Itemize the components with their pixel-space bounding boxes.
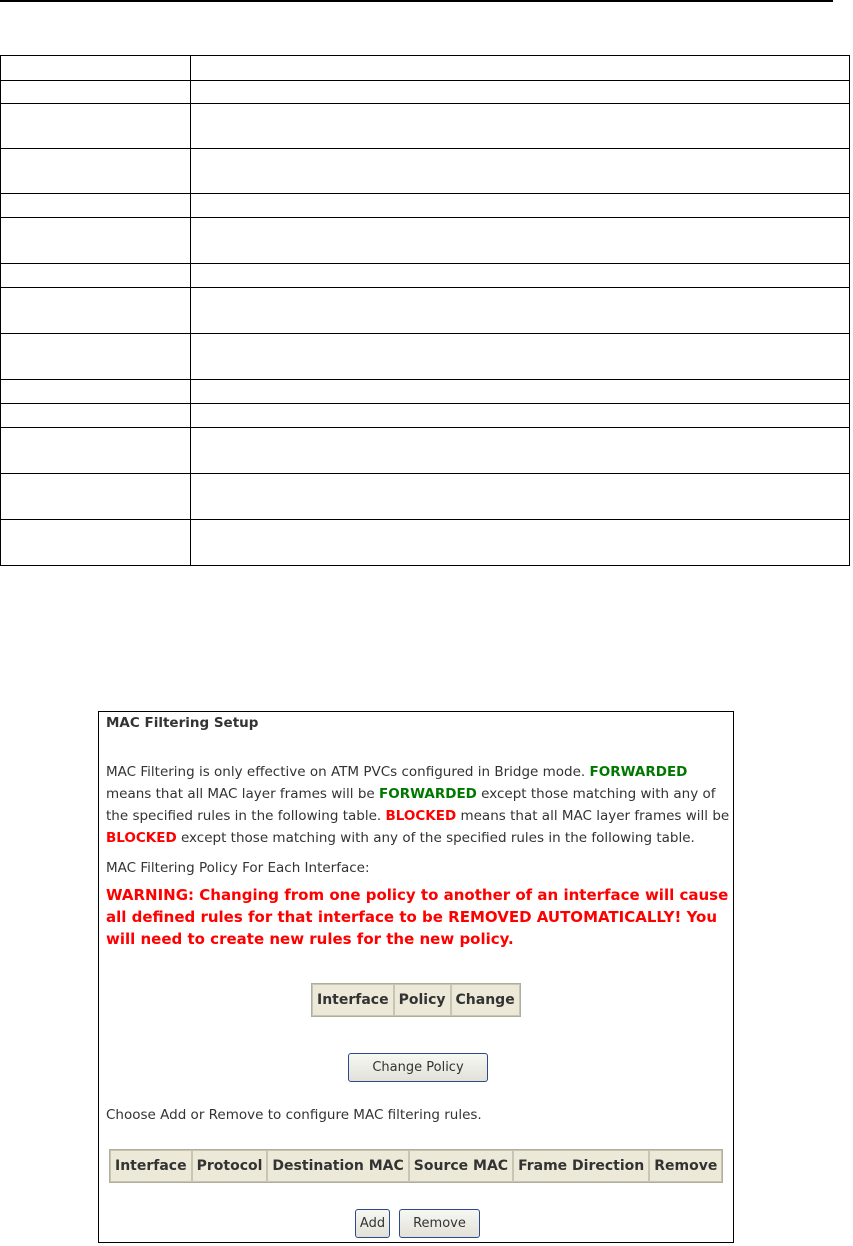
column-header-interface: Interface (110, 1150, 192, 1182)
table-cell (191, 380, 850, 404)
change-policy-button[interactable]: Change Policy (348, 1053, 488, 1082)
table-header-row (110, 1150, 722, 1182)
rules-table (109, 1149, 723, 1183)
table-cell (191, 474, 850, 520)
table-cell (1, 334, 191, 380)
table-cell (1, 474, 191, 520)
table-cell (1, 194, 191, 218)
table-cell (1, 288, 191, 334)
table-cell (191, 194, 850, 218)
table-cell (1, 404, 191, 428)
warning-text: WARNING: Changing from one policy to another of an interface will cause all defined rules for that interface to be REMOVED AUTOMATICALLY! You will need to create new rules for the new policy. (106, 886, 729, 948)
table-cell (1, 428, 191, 474)
description-text (106, 761, 730, 849)
table-row (1, 288, 850, 334)
table-row (1, 380, 850, 404)
policy-table (311, 983, 521, 1017)
description-part: means that all MAC layer frames will be (106, 786, 380, 802)
table-row (1, 334, 850, 380)
column-header-frame-direction: Frame Direction (513, 1150, 649, 1182)
table-cell (191, 334, 850, 380)
table-row (1, 404, 850, 428)
description-part: means that all MAC layer frames will be (456, 808, 730, 824)
blocked-keyword: BLOCKED (106, 830, 177, 846)
table-cell (191, 520, 850, 566)
column-header-remove: Remove (649, 1150, 722, 1182)
table-cell (191, 264, 850, 288)
table-cell (191, 149, 850, 194)
table-header-row (312, 984, 520, 1016)
forwarded-keyword: FORWARDED (379, 786, 477, 802)
table-cell (191, 288, 850, 334)
table-row (1, 56, 850, 81)
table-cell (1, 56, 191, 81)
table-row (1, 194, 850, 218)
column-header-change: Change (451, 984, 520, 1016)
description-part: except those matching with any of the specified rules in the following table. (106, 786, 716, 824)
table-row (1, 104, 850, 149)
instructions-text: Choose Add or Remove to configure MAC filtering rules. (106, 1107, 482, 1123)
table-row (1, 149, 850, 194)
column-header-policy: Policy (394, 984, 451, 1016)
table-cell (1, 520, 191, 566)
forwarded-keyword: FORWARDED (589, 764, 688, 780)
table-cell (1, 81, 191, 104)
table-row (1, 264, 850, 288)
table-cell (1, 104, 191, 149)
header-rule (0, 0, 833, 2)
table-row (1, 428, 850, 474)
table-cell (1, 380, 191, 404)
policy-label: MAC Filtering Policy For Each Interface: (106, 860, 370, 876)
column-header-source-mac: Source MAC (409, 1150, 513, 1182)
description-part: except those matching with any of the specified rules in the following table. (176, 830, 695, 846)
column-header-protocol: Protocol (192, 1150, 268, 1182)
table-cell (191, 428, 850, 474)
column-header-interface: Interface (312, 984, 394, 1016)
table-cell (1, 264, 191, 288)
description-part: MAC Filtering is only effective on ATM PVCs configured in Bridge mode. (106, 764, 590, 780)
mac-filtering-panel (98, 711, 734, 1243)
add-button[interactable]: Add (355, 1209, 390, 1238)
table-cell (1, 218, 191, 264)
table-cell (191, 81, 850, 104)
table-row (1, 520, 850, 566)
table-row (1, 474, 850, 520)
page-title: MAC Filtering Setup (106, 715, 259, 731)
table-cell (191, 56, 850, 81)
table-cell (191, 404, 850, 428)
table-cell (1, 149, 191, 194)
table-cell (191, 104, 850, 149)
column-header-destination-mac: Destination MAC (267, 1150, 408, 1182)
blocked-keyword: BLOCKED (385, 808, 457, 824)
table-cell (191, 218, 850, 264)
table-row (1, 218, 850, 264)
remove-button[interactable]: Remove (399, 1209, 480, 1238)
parameter-table (0, 55, 850, 566)
table-row (1, 81, 850, 104)
